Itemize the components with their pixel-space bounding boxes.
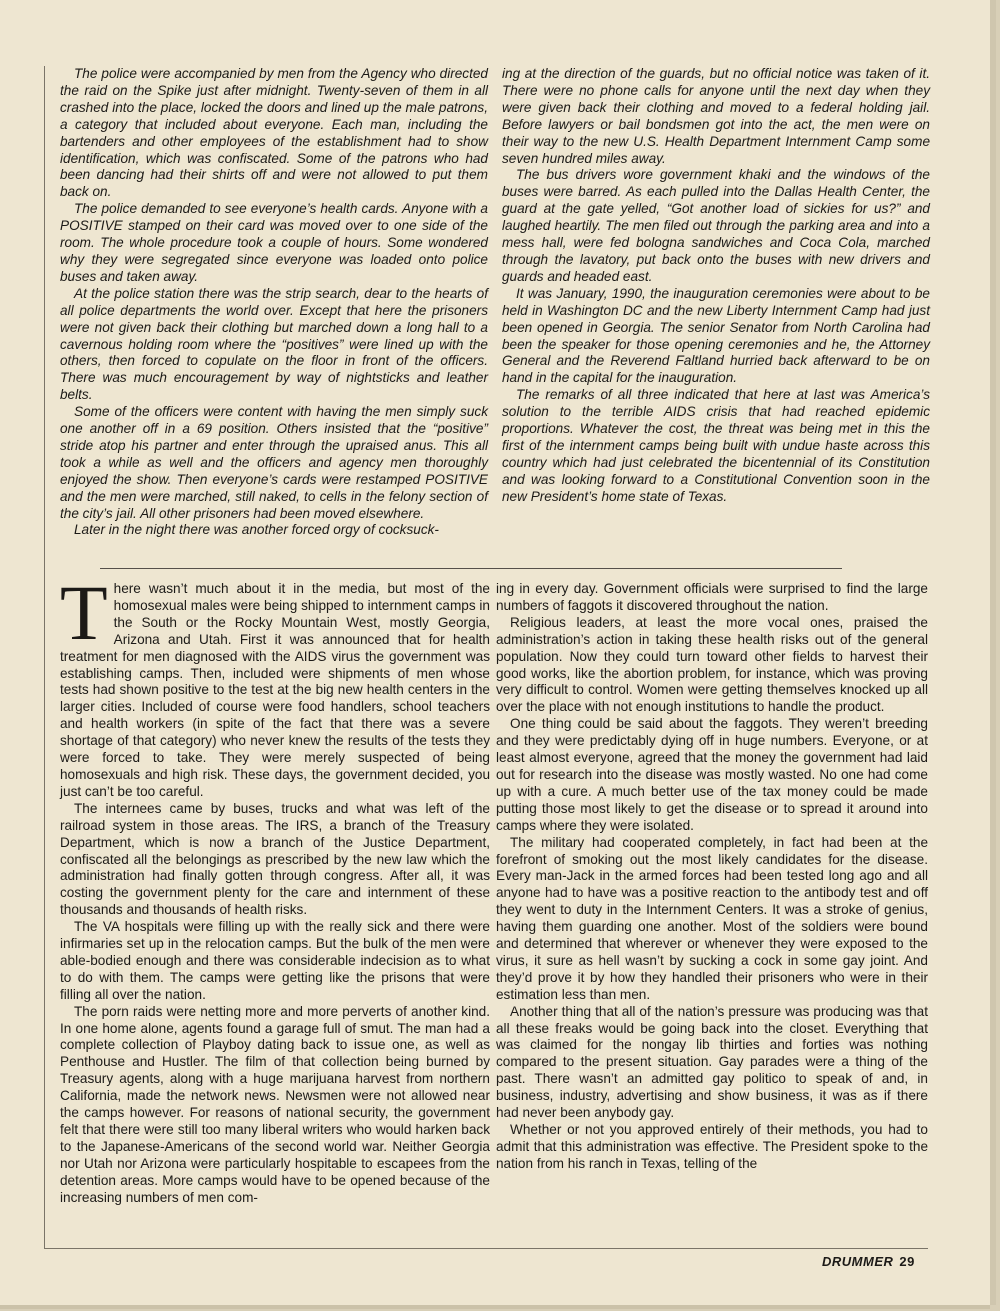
paragraph: ing at the direction of the guards, but no official notice was taken of it. There were no phone calls for anyone until the next day when they were given back their clothing and moved to a federal holding jail. Before lawyers or bail bondsmen got into the act, the men were on their way to the new U.S. Health Department Internment Camp some seven hundred miles away. — [502, 66, 930, 166]
paragraph: Another thing that all of the nation’s pressure was producing was that all these freaks would be going back into the closet. Everything that was claimed for the nongay lib thirties and forties was nothing compared to the present situation. Gay parades were a thing of the past. There wasn’t an admitted gay politico to speak of and, in business, industry, advertising and show business, it was as if there had never been anybody gay. — [496, 1003, 928, 1121]
frame-bottom-border — [44, 1248, 928, 1249]
paragraph: The police were accompanied by men from the Agency who directed the raid on the Spike just after midnight. Twenty-seven of them in all crashed into the place, locked the doors and lined up the male patrons, a category that included about everyone. Each man, including the bartenders and other employees of the establishment had to show identification, which was confiscated. Some of the patrons who had been dancing had their shirts off and were not allowed to put them back on. — [60, 66, 488, 200]
paragraph: The porn raids were netting more and more perverts of another kind. In one home alone, agents found a garage full of smut. The man had a complete collection of Playboy dating back to issue one, as well as Penthouse and Hustler. The film of that collection being burned by Treasury agents, along with a huge marijuana harvest from northern California, made the network news. Newsmen were not allowed near the camps however. For reasons of national security, the government felt that there were still too many liberal writers who would harken back to the Japanese-Americans of the second world war. Neither Georgia nor Utah nor Arizona were particularly hospitable to escapees from the detention areas. More camps would have to be opened because of the increasing numbers of men com- — [60, 1003, 490, 1205]
paragraph: The remarks of all three indicated that here at last was America’s solution to the terrible AIDS crisis that had reached epidemic proportions. Whatever the cost, the threat was being met in this the first of the internment camps being built with undue haste across this country which had just celebrated the bicentennial of its Constitution and was looking forward to a Constitutional Convention soon in the new President’s home state of Texas. — [502, 387, 930, 504]
drop-cap: T — [60, 569, 108, 656]
paragraph: The bus drivers wore government khaki and the windows of the buses were barred. As each pulled into the Dallas Health Center, the guard at the gate yelled, “Got another load of sickies for us?” and laughed heartily. The men filed out through the parking area and into a mess hall, were fed bologna sandwiches and Coca Cola, marched through the lavatory, put back onto the buses with new drivers and guards and headed east. — [502, 167, 930, 284]
paragraph: The VA hospitals were filling up with the really sick and there were infirmaries set up in the relocation camps. But the bulk of the men were able-bodied enough and there was considerable indecision as to what to do with them. The camps were getting like the prisons that were filling all over the nation. — [60, 919, 490, 1002]
bottom-right-column — [496, 581, 928, 1173]
paragraph: It was January, 1990, the inauguration ceremonies were about to be held in Washington DC and the new Liberty Internment Camp had just been opened in Georgia. The senior Senator from North Carolina had been the speaker for those opening ceremonies and he, the Attorney General and the Reverend Faltland hurried back afterward to be on hand in the capital for the inauguration. — [502, 285, 930, 386]
paragraph-text: here wasn’t much about it in the media, but most of the homosexual males were being shipped to internment camps in the South or the Rocky Mountain West, mostly Georgia, Arizona and Utah. First it was announced that for health treatment for men diagnosed with the AIDS virus the government was establishing camps. Then, included were shipments of men whose tests had shown positive to the test at the big new health centers in the larger cities. Included of course were food handlers, school teachers and health workers (in spite of the fact that there was a severe shortage of that category) who never knew the results of the tests they were forced to take. They were merely suspected of being homosexuals and high risk. These days, the government decided, you just can’t be too careful. — [60, 581, 490, 799]
opening-paragraph — [60, 569, 490, 801]
paragraph: At the police station there was the strip search, dear to the hearts of all police departments the world over. Except that here the prisoners were not given back their clothing but marched down a long hall to a cavernous holding room where the “positives” were lined up with the others, then forced to copulate on the floor in front of the officers. There was much encouragement by way of nightsticks and leather belts. — [60, 285, 488, 403]
paragraph: Whether or not you approved entirely of their methods, you had to admit that this administration was effective. The President spoke to the nation from his ranch in Texas, telling of the — [496, 1122, 928, 1171]
page-number: 29 — [899, 1254, 915, 1269]
paragraph: Later in the night there was another forced orgy of cocksuck- — [74, 522, 439, 538]
paragraph: Religious leaders, at least the more vocal ones, praised the administration’s action in taking these health risks out of the general population. Now they could turn toward other fields to harvest their good works, like the abortion problem, for instance, which was proving very difficult to control. Women were getting themselves knocked up all over the place with not enough institutions to handle the product. — [496, 614, 928, 715]
paragraph: One thing could be said about the faggots. They weren’t breeding and they were predictably dying off in huge numbers. Everyone, or at least almost everyone, agreed that the money the government had laid out for research into the disease was mostly wasted. No one had come up with a cure. A much better use of the tax money could be made putting those most likely to get the disease or to spread it around into camps where they were isolated. — [496, 716, 928, 833]
paragraph: ing in every day. Government officials were surprised to find the large numbers of faggots it discovered throughout the nation. — [496, 581, 928, 613]
paragraph: The police demanded to see everyone’s health cards. Anyone with a POSITIVE stamped on their card was moved over to one side of the room. The whole procedure took a couple of hours. Some wondered why they were segregated since everyone was loaded onto police buses and taken away. — [60, 201, 488, 284]
section-divider — [100, 568, 842, 569]
paragraph: The military had cooperated completely, in fact had been at the forefront of smoking out the most likely candidates for the disease. Every man-Jack in the armed forces had been tested long ago and all anyone had to have was a positive reaction to the antibody test and off they went to duty in the Internment Centers. It was a stroke of genius, having them guarding one another. Most of the soldiers were bound and determined that wherever or whenever they were exposed to the virus, it sure as hell wasn’t by sucking a cock in some gay joint. And they’d prove it by how they handled their prisoners who were in their estimation less than men. — [496, 834, 928, 1002]
paragraph: Some of the officers were content with having the men simply suck one another off in a 69 position. Others insisted that the “positive” stride atop his partner and enter through the upraised anus. This all took a while as well and the officers and agency men thoroughly enjoyed the show. Then everyone’s cards were restamped POSITIVE and the men were marched, still naked, to cells in the felony section of the city’s jail. All other prisoners had been moved elsewhere. — [60, 404, 488, 521]
top-left-column — [60, 66, 488, 539]
page-footer — [822, 1254, 915, 1269]
magazine-name: DRUMMER — [822, 1254, 894, 1269]
top-right-column — [502, 66, 930, 506]
frame-left-border — [44, 66, 45, 1248]
paragraph: The internees came by buses, trucks and what was left of the railroad system in those areas. The IRS, a branch of the Treasury Department, which is now a branch of the Justice Department, confiscated all the belongings as prescribed by the new law which the administration had finally gotten through congress. After all, it was costing the government plenty for the care and internment of these thousands and thousands of health risks. — [60, 800, 490, 918]
bottom-left-column — [60, 569, 490, 1207]
